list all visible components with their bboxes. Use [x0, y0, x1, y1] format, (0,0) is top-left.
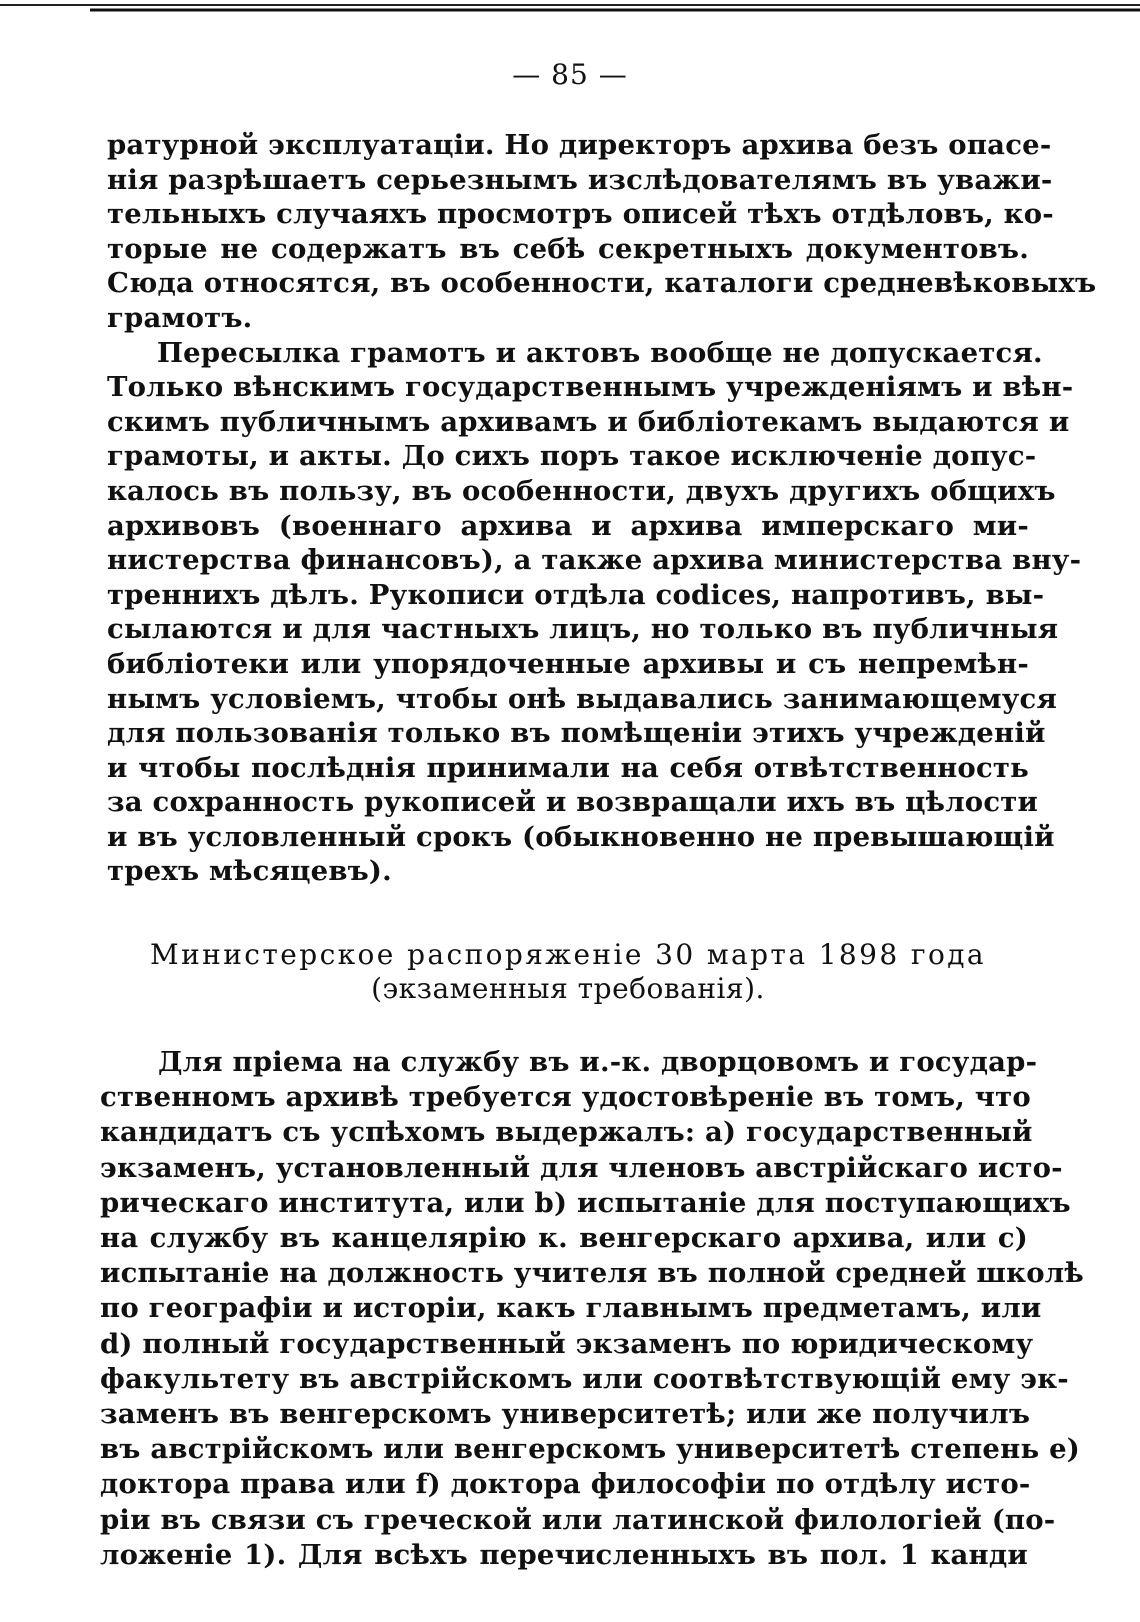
text-line: нымъ условіемъ, чтобы онѣ выдавались занимающемуся: [107, 682, 1058, 715]
page-number: — 85 —: [512, 58, 628, 91]
text-line: d) полный государственный экзаменъ по юридическому: [100, 1327, 1034, 1360]
text-line: и въ условленный срокъ (обыкновенно не превышающій: [107, 820, 1055, 853]
text-line: ложеніе 1). Для всѣхъ перечисленныхъ въ пол. 1 канди: [100, 1538, 1028, 1571]
text-line: доктора права или f) доктора философіи по отдѣлу исто-: [100, 1468, 1031, 1501]
text-line: архивовъ (военнаго архива и архива имперскаго ми-: [107, 509, 1029, 542]
paragraph-3: [100, 1045, 1084, 1573]
text-line: скимъ публичнымъ архивамъ и библіотекамъ выдаются и: [107, 405, 1070, 438]
section-heading-subtitle: (экзаменныя требованія).: [371, 972, 765, 1005]
text-line: за сохранность рукописей и возвращали ихъ въ цѣлости: [107, 786, 1039, 819]
text-line: и чтобы послѣднія принимали на себя отвѣтственность: [107, 751, 1029, 784]
text-line: въ австрійскомъ или венгерскомъ университетѣ степень e): [100, 1433, 1080, 1466]
text-line: факультету въ австрійскомъ или соотвѣтствующій ему эк-: [100, 1362, 1069, 1395]
text-line: трехъ мѣсяцевъ).: [107, 855, 392, 888]
text-line: треннихъ дѣлъ. Рукописи отдѣла codices, напротивъ, вы-: [107, 578, 1045, 611]
text-line: на службу въ канцелярію к. венгерскаго архива, или c): [100, 1222, 1028, 1255]
paragraph-1: [107, 128, 1097, 336]
text-line: калось въ пользу, въ особенности, двухъ другихъ общихъ: [107, 474, 1056, 507]
text-line: Для пріема на службу въ и.-к. дворцовомъ и государ-: [158, 1046, 1038, 1078]
text-line: экзаменъ, установленный для членовъ австрійскаго исто-: [100, 1151, 1063, 1184]
text-line: Сюда относятся, въ особенности, каталоги средневѣковыхъ: [107, 267, 1097, 300]
paragraph-2: [107, 336, 1082, 890]
text-line: нистерства финансовъ), а также архива министерства вну-: [107, 544, 1082, 577]
text-line: ріи въ связи съ греческой или латинской филологіей (по-: [100, 1503, 1056, 1536]
text-line: тельныхъ случаяхъ просмотръ описей тѣхъ отдѣловъ, ко-: [107, 198, 1054, 231]
text-line: грамотъ.: [107, 301, 253, 334]
text-line: ственномъ архивѣ требуется удостовѣреніе въ томъ, что: [100, 1081, 1031, 1114]
text-line: для пользованія только въ помѣщеніи этихъ учрежденій: [107, 717, 1046, 750]
second-text-block: [100, 1045, 1084, 1573]
text-line: нія разрѣшаетъ серьезнымъ изслѣдователямъ въ уважи-: [107, 163, 1053, 196]
top-border-rule: [0, 2, 1140, 14]
text-line: по географіи и исторіи, какъ главнымъ предметамъ, или: [100, 1292, 1042, 1325]
text-line: Пересылка грамотъ и актовъ вообще не допускается.: [157, 336, 1043, 369]
section-heading: [107, 938, 1029, 1006]
text-line: кандидатъ съ успѣхомъ выдержалъ: a) государственный: [100, 1116, 1033, 1149]
text-line: рическаго института, или b) испытаніе для поступающихъ: [100, 1186, 1071, 1219]
text-line: заменъ въ венгерскомъ университетѣ; или же получилъ: [100, 1398, 1031, 1431]
text-line: сылаются и для частныхъ лицъ, но только въ публичныя: [107, 613, 1059, 646]
section-heading-title: Министерское распоряженіе 30 марта 1898 года: [150, 938, 986, 971]
text-line: библіотеки или упорядоченные архивы и съ непремѣн-: [107, 647, 1029, 680]
text-line: ратурной эксплуатаціи. Но директоръ архива безъ опасе-: [107, 129, 1052, 161]
text-line: торые не содержатъ въ себѣ секретныхъ документовъ.: [107, 232, 1029, 265]
text-line: испытаніе на должность учителя въ полной средней школѣ: [100, 1257, 1084, 1290]
text-line: грамоты, и акты. До сихъ поръ такое исключеніе допус-: [107, 440, 1037, 473]
main-text-block: [107, 128, 1097, 889]
text-line: Только вѣнскимъ государственнымъ учрежденіямъ и вѣн-: [107, 371, 1074, 404]
